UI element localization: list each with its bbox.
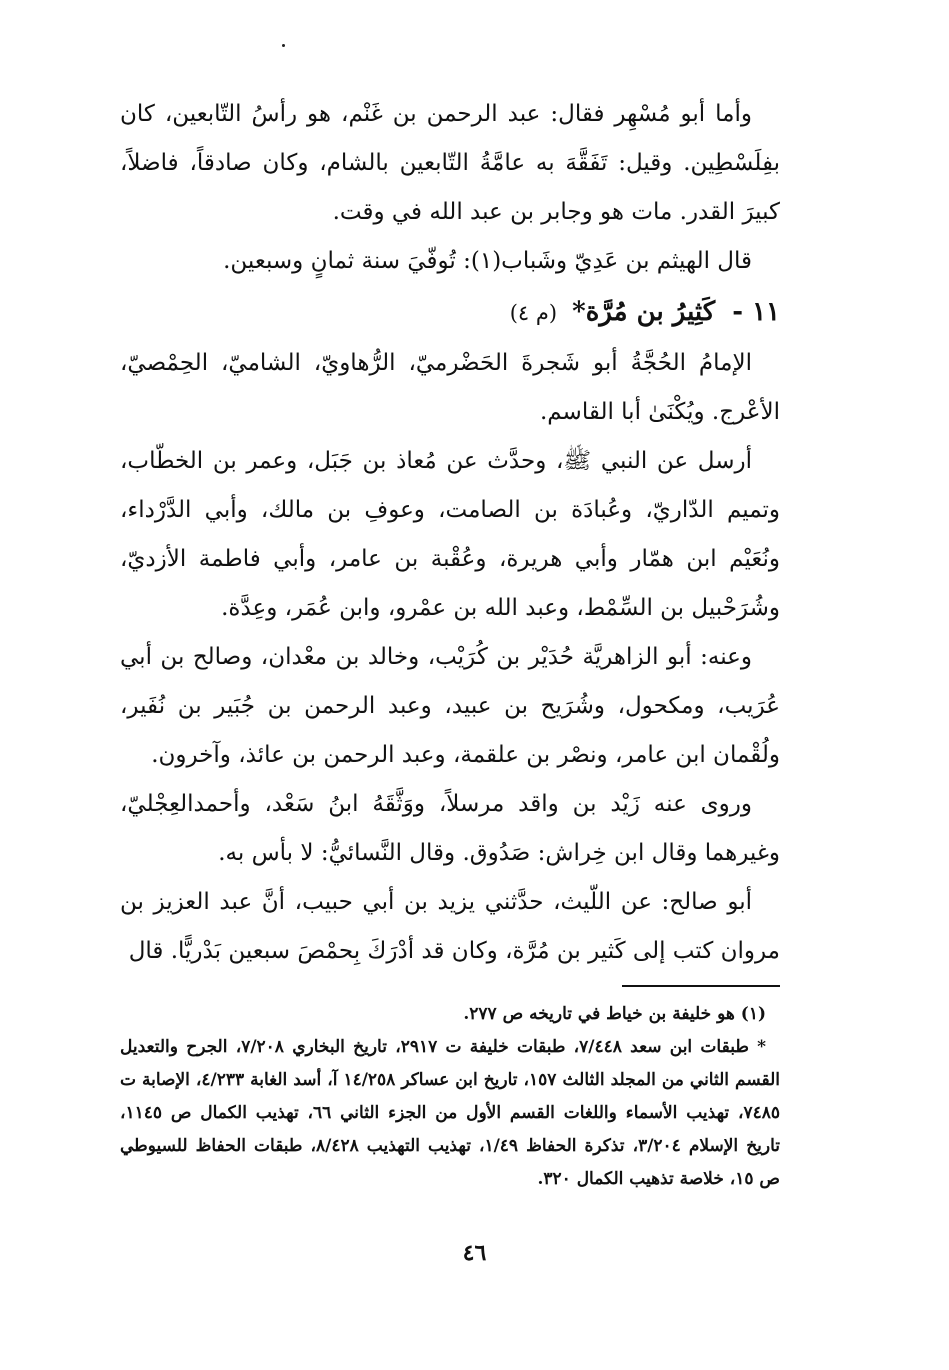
speck-mark [282,44,285,47]
paragraph: وعنه: أبو الزاهريَّة حُدَيْر بن كُرَيْب، وخالد بن معْدان، وصالح بن أبي عُرَيب، ومكحول، وشُرَيح بن عبيد، وعبد الرحمن بن جُبَير بن نُفَير، ولُقْمان ابن عامر، ونصْر بن علقمة، وعبد الرحمن بن عائذ، وآخرون. [120,644,780,768]
paragraph: قال الهيثم بن عَدِيّ وشَباب(١): تُوفّيَ سنة ثمانٍ وسبعين. [223,248,752,274]
entry-heading [120,286,780,339]
footnote: * طبقات ابن سعد ٧/٤٤٨، طبقات خليفة ت ٢٩١٧، تاريخ البخاري ٧/٢٠٨، الجرح والتعديل القسم الثاني من المجلد الثالث ١٥٧، تاريخ ابن عساكر ١٤/٢٥٨ آ، أسد الغابة ٤/٢٣٣، الإصابة ت ٧٤٨٥، تهذيب الأسماء واللغات القسم الأول من الجزء الثاني ٦٦، تهذيب الكمال ص ١١٤٥، تاريخ الإسلام ٣/٢٠٤، تذكرة الحفاظ ١/٤٩، تهذيب التهذيب ٨/٤٢٨، طبقات الحفاظ للسيوطي ص ١٥، خلاصة تذهيب الكمال ٣٢٠. [120,1037,781,1189]
entry-name: كَثِيرُ بن مُرَّة* [572,297,716,327]
entry-number: ١١ - [732,297,780,327]
paragraph: وأما أبو مُسْهِر فقال: عبد الرحمن بن غَنْم، هو رأسُ التّابعين، كان بفِلَسْطِين. وقيل: تَفَقَّهَ به عامَّةُ التّابعين بالشام، وكان صادقاً، فاضلاً، كبيرَ القدر. مات هو وجابر بن عبد الله في وقت. [120,101,780,225]
paragraph: الإمامُ الحُجَّةُ أبو شَجرةَ الحَضْرميّ، الرُّهاويّ، الشاميّ، الحِمْصيّ، الأعْرج. ويُكْنَىٰ أبا القاسم. [120,350,780,425]
footnotes [120,998,780,1196]
paragraph: أرسل عن النبي ﷺ، وحدَّث عن مُعاذ بن جَبَل، وعمر بن الخطّاب، وتميم الدّاريّ، وعُبادَة بن الصامت، وعوفِ بن مالك، وأبي الدَّرْداء، ونُعَيْم ابن همّار وأبي هريرة، وعُقْبة بن عامر، وأبي فاطمة الأزديّ، وشُرَحْبيل بن السِّمْط، وعبد الله بن عمْرو، وابن عُمَر، وعِدَّة. [120,448,780,621]
paragraph: أبو صالح: عن اللّيث، حدَّثني يزيد بن أبي حبيب، أنَّ عبد العزيز بن مروان كتب إلى كَثير بن مُرَّة، وكان قد أدْرَكَ بِحمْصَ سبعين بَدْريًّا. قال [120,889,780,964]
entry-tag: (م ٤) [509,301,558,325]
page-number: ٤٦ [462,1240,487,1266]
main-text [120,90,780,976]
footnote: (١) هو خليفة بن خياط في تاريخه ص ٢٧٧. [463,1004,766,1024]
footnote-divider [622,985,780,987]
paragraph: وروى عنه زَيْد بن واقد مرسلاً، ووَثَّقَهُ ابنُ سَعْد، وأحمدالعِجْليّ، وغيرهما وقال ابن خِراش: صَدُوق. وقال النَّسائيُّ: لا بأس به. [120,791,780,866]
